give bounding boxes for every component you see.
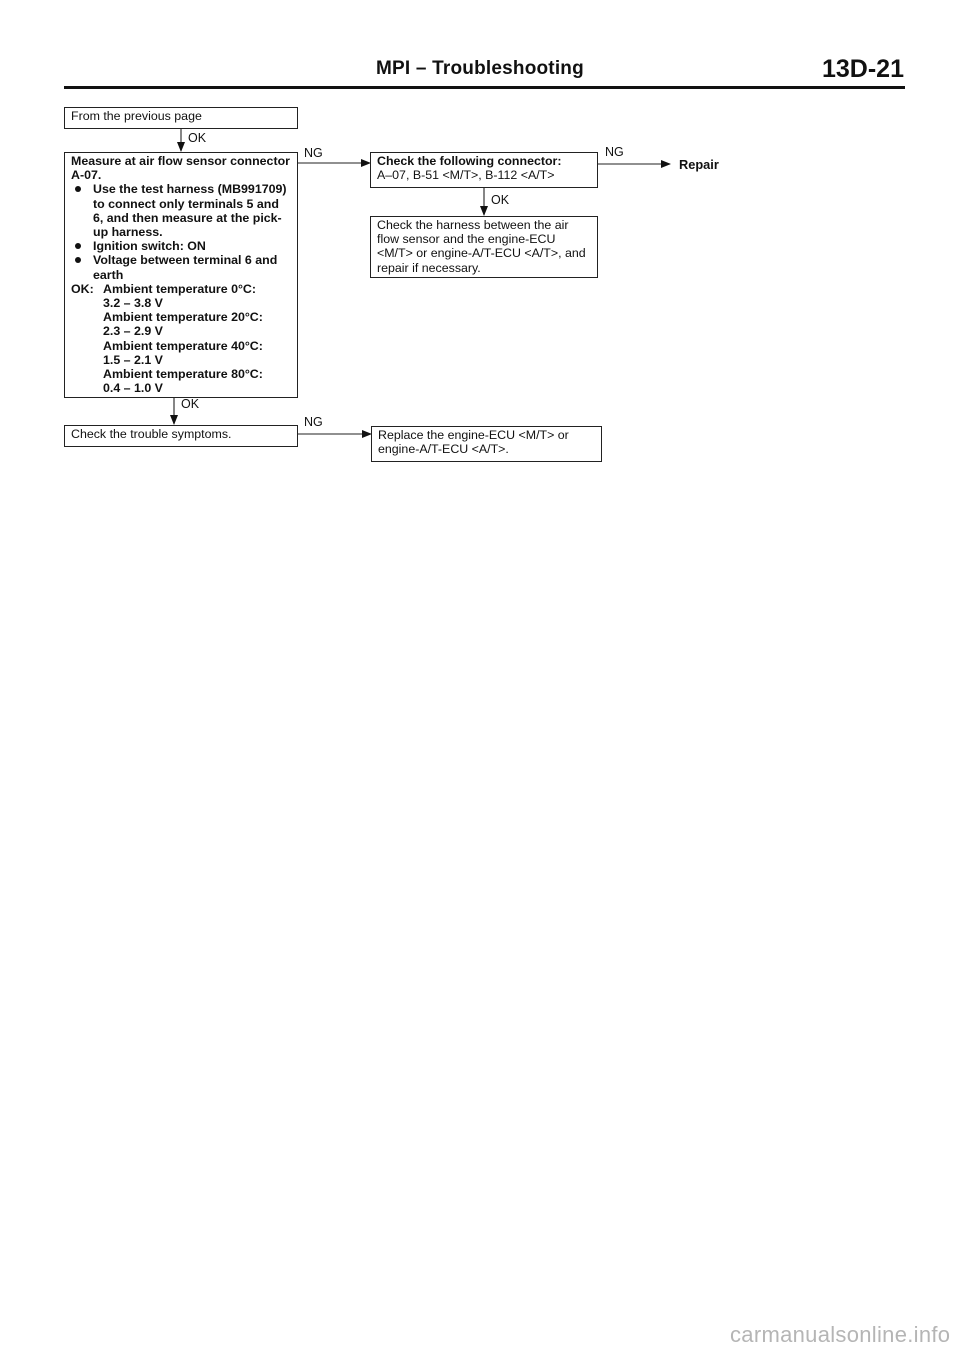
measure-spec-2: 3.2 – 3.8 V — [103, 296, 163, 311]
measure-bullet-3: Voltage between terminal 6 and earth — [71, 253, 292, 281]
replace-box — [371, 426, 602, 462]
check-harness-box — [370, 216, 598, 278]
measure-box — [64, 152, 298, 398]
previous-page-box — [64, 107, 298, 129]
ng-label-3: NG — [304, 415, 323, 429]
check-connector-title: Check the following connector: — [377, 154, 562, 168]
ok-label-2: OK — [491, 193, 510, 207]
replace-text: Replace the engine-ECU <M/T> or engine-A/T-ECU <A/T>. — [378, 428, 569, 457]
footer-watermark: carmanualsonline.info — [730, 1322, 951, 1347]
trouble-box — [64, 425, 298, 447]
measure-line-2: A-07. — [71, 168, 102, 183]
measure-spec-6: 1.5 – 2.1 V — [103, 352, 163, 367]
measure-bullet-1: Use the test harness (MB991709) to connect only terminals 5 and 6, and then measure at the pick-up harness. — [71, 182, 292, 239]
measure-spec-4: 2.3 – 2.9 V — [103, 324, 163, 339]
measure-ok-row — [71, 282, 292, 296]
ok-label-3: OK — [181, 397, 200, 411]
measure-bullet-2: Ignition switch: ON — [71, 239, 292, 253]
repair-label: Repair — [679, 157, 719, 172]
trouble-text: Check the trouble symptoms. — [71, 427, 232, 441]
check-connector-box — [370, 152, 598, 188]
measure-spec-7: Ambient temperature 80°C: — [103, 367, 263, 382]
measure-ok-label: OK: — [71, 281, 94, 296]
measure-spec-5: Ambient temperature 40°C: — [103, 338, 263, 353]
measure-spec-3: Ambient temperature 20°C: — [103, 310, 263, 325]
check-connector-text: A–07, B-51 <M/T>, B-112 <A/T> — [377, 168, 555, 183]
check-harness-text: Check the harness between the air flow sensor and the engine-ECU <M/T> or engine-A/T-ECU <A/T>, and repair if necessary. — [377, 218, 586, 275]
measure-spec-8: 0.4 – 1.0 V — [103, 381, 163, 396]
ng-label-1: NG — [304, 146, 323, 160]
previous-page-text: From the previous page — [71, 109, 202, 123]
measure-spec-1: Ambient temperature 0°C: — [103, 281, 256, 296]
measure-line-1: Measure at air flow sensor connector — [71, 154, 290, 168]
page-title: MPI – Troubleshooting — [376, 58, 584, 79]
ng-label-2: NG — [605, 145, 624, 159]
ok-label-1: OK — [188, 131, 207, 145]
page-code: 13D-21 — [822, 55, 904, 83]
